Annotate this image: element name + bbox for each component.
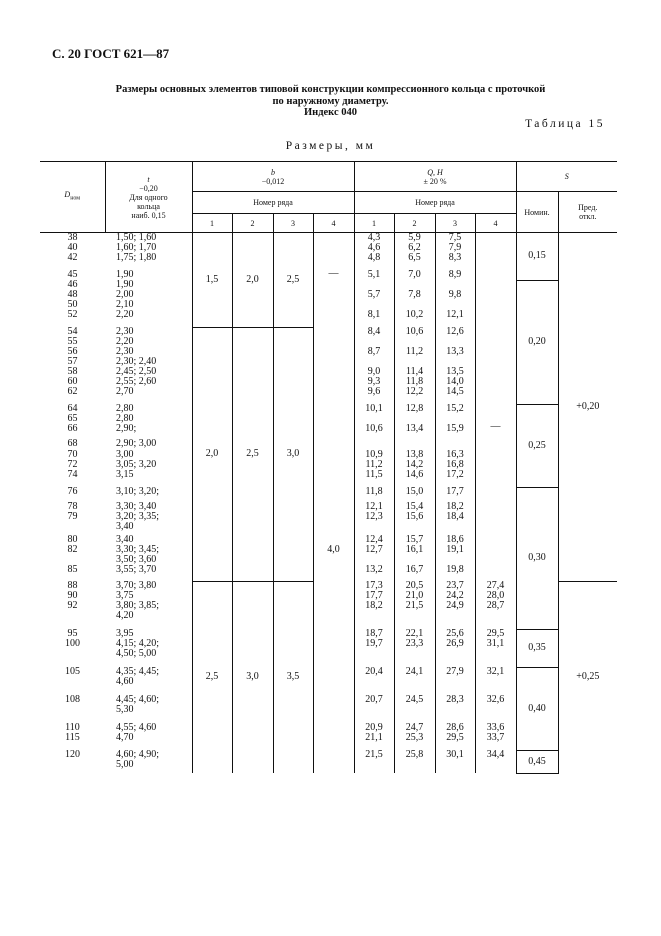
b-b2-cell: 3,0: [232, 581, 273, 773]
q-q4-cell: [475, 677, 516, 695]
q-q2-cell: 11,8: [394, 377, 435, 387]
d-nom-cell: 65: [67, 413, 78, 424]
t-cell: 2,30; 2,40: [105, 357, 192, 367]
q-q1-cell: 12,3: [354, 512, 394, 522]
d-nom-cell: 100: [65, 638, 80, 649]
t-cell: 2,70: [105, 387, 192, 404]
q-q3-cell: 18,2: [435, 502, 475, 512]
q-q3-cell: 8,9: [435, 270, 475, 280]
q-q3-cell: 15,2: [435, 404, 475, 414]
t-cell: 4,60; 4,90;: [105, 750, 192, 760]
d-nom-cell: 79: [67, 511, 78, 522]
q-q2-cell: 24,5: [394, 695, 435, 705]
t-cell: 4,60: [105, 677, 192, 695]
q-q2-cell: 11,4: [394, 367, 435, 377]
t-cell: 1,50; 1,60: [105, 233, 192, 244]
q-q1-cell: 10,1: [354, 404, 394, 414]
q-q3-cell: 8,3: [435, 253, 475, 270]
d-nom-cell: 76: [67, 486, 78, 497]
header-b-row-number: Номер ряда: [192, 192, 354, 214]
s-nom-cell: 0,20: [516, 280, 558, 404]
t-cell: 3,20; 3,35;: [105, 512, 192, 522]
d-nom-cell: 46: [67, 279, 78, 290]
d-nom-cell: 56: [67, 346, 78, 357]
t-cell: 3,75: [105, 591, 192, 601]
t-cell: 2,45; 2,50: [105, 367, 192, 377]
t-cell: 3,30; 3,40: [105, 502, 192, 512]
q-q1-cell: 20,4: [354, 667, 394, 677]
t-cell: 4,45; 4,60;: [105, 695, 192, 705]
s-pred-cell: +0,25: [558, 581, 617, 773]
t-cell: 2,90;: [105, 424, 192, 439]
t-cell: 1,90: [105, 280, 192, 290]
b-b1-cell: 1,5: [192, 233, 232, 328]
q-q3-cell: 30,1: [435, 750, 475, 760]
q-q4-cell: 28,7: [475, 601, 516, 611]
d-nom-cell: 40: [67, 242, 78, 253]
q-q1-cell: [354, 705, 394, 723]
q-q1-cell: 11,2: [354, 460, 394, 470]
t-cell: 3,40: [105, 535, 192, 545]
q-q3-cell: 24,2: [435, 591, 475, 601]
q-q1-cell: 11,5: [354, 470, 394, 487]
d-nom-cell: 50: [67, 299, 78, 310]
d-nom-cell: 45: [67, 269, 78, 280]
t-cell: 1,90: [105, 270, 192, 280]
q-q3-cell: 17,2: [435, 470, 475, 487]
header-q-3: 3: [435, 214, 475, 233]
q-q1-cell: 21,5: [354, 750, 394, 760]
q-q1-cell: 9,3: [354, 377, 394, 387]
d-nom-cell: 95: [67, 628, 78, 639]
q-q2-cell: 12,8: [394, 404, 435, 414]
q-q2-cell: [394, 677, 435, 695]
d-nom-cell: 78: [67, 501, 78, 512]
q-q2-cell: [394, 611, 435, 629]
d-nom-cell: [40, 611, 105, 629]
s-nom-cell: 0,30: [516, 487, 558, 629]
d-nom-cell: 72: [67, 459, 78, 470]
d-nom-cell: 90: [67, 590, 78, 601]
t-cell: 2,55; 2,60: [105, 377, 192, 387]
d-nom-cell: 115: [65, 732, 80, 743]
q-q1-cell: [354, 677, 394, 695]
t-cell: 3,95: [105, 629, 192, 639]
t-cell: 3,70; 3,80: [105, 581, 192, 591]
t-cell: 1,60; 1,70: [105, 243, 192, 253]
b-b2-cell: 2,0: [232, 233, 273, 328]
header-q: Q, Н ± 20 %: [354, 162, 516, 192]
t-cell: 2,00: [105, 290, 192, 300]
q-q3-cell: 26,9: [435, 639, 475, 649]
q-q2-cell: 13,4: [394, 424, 435, 439]
q-q3-cell: [435, 760, 475, 773]
q-q3-cell: [435, 677, 475, 695]
q-q2-cell: 10,2: [394, 310, 435, 327]
d-nom-cell: 108: [65, 694, 80, 705]
t-cell: 3,00: [105, 450, 192, 460]
b-b1-cell: 2,0: [192, 327, 232, 581]
q4-dash-cell: —: [475, 233, 516, 582]
s-nom-cell: 0,15: [516, 233, 558, 281]
q-q4-cell: 29,5: [475, 629, 516, 639]
s-nom-cell: 0,45: [516, 750, 558, 773]
t-cell: 3,50; 3,60: [105, 555, 192, 565]
q-q1-cell: 10,6: [354, 424, 394, 439]
q-q3-cell: 24,9: [435, 601, 475, 611]
q-q2-cell: 20,5: [394, 581, 435, 591]
d-nom-cell: 105: [65, 666, 80, 677]
q-q2-cell: 24,7: [394, 723, 435, 733]
q-q2-cell: 16,7: [394, 565, 435, 581]
q-q4-cell: [475, 760, 516, 773]
q-q2-cell: 21,0: [394, 591, 435, 601]
q-q2-cell: 12,2: [394, 387, 435, 404]
q-q2-cell: 15,0: [394, 487, 435, 502]
header-s-pred: Пред. откл.: [558, 192, 617, 233]
d-nom-cell: 82: [67, 544, 78, 555]
q-q3-cell: 18,4: [435, 512, 475, 522]
sizes-caption: Размеры, мм: [285, 140, 376, 152]
s-pred-cell: +0,20: [558, 233, 617, 582]
t-cell: 2,10: [105, 300, 192, 310]
t-cell: 1,75; 1,80: [105, 253, 192, 270]
t-cell: 3,40: [105, 522, 192, 535]
q-q3-cell: 14,0: [435, 377, 475, 387]
d-nom-cell: 60: [67, 376, 78, 387]
q-q1-cell: 17,3: [354, 581, 394, 591]
q-q3-cell: 16,8: [435, 460, 475, 470]
q-q3-cell: 14,5: [435, 387, 475, 404]
d-nom-cell: [40, 677, 105, 695]
q-q3-cell: [435, 649, 475, 667]
q-q3-cell: 29,5: [435, 733, 475, 750]
q-q3-cell: 18,6: [435, 535, 475, 545]
q-q3-cell: 12,6: [435, 327, 475, 337]
title-line-1: Размеры основных элементов типовой конструкции компрессионного кольца с проточкой: [115, 84, 546, 95]
q-q1-cell: 19,7: [354, 639, 394, 649]
b-b2-cell: 2,5: [232, 327, 273, 581]
q-q2-cell: 14,6: [394, 470, 435, 487]
q-q3-cell: 9,8: [435, 290, 475, 300]
q-q2-cell: 5,9: [394, 233, 435, 244]
q-q1-cell: 12,4: [354, 535, 394, 545]
t-cell: 4,20: [105, 611, 192, 629]
q-q1-cell: 4,8: [354, 253, 394, 270]
header-q-row-number: Номер ряда: [354, 192, 516, 214]
q-q3-cell: 17,7: [435, 487, 475, 502]
q-q3-cell: 7,5: [435, 233, 475, 244]
t-cell: 4,50; 5,00: [105, 649, 192, 667]
header-b-4: 4: [313, 214, 354, 233]
q-q3-cell: 25,6: [435, 629, 475, 639]
header-b-1: 1: [192, 214, 232, 233]
q-q2-cell: 15,6: [394, 512, 435, 522]
q-q1-cell: 5,1: [354, 270, 394, 280]
q-q2-cell: 21,5: [394, 601, 435, 611]
b-b4-cell: 4,0: [313, 327, 354, 773]
d-nom-cell: 55: [67, 336, 78, 347]
q-q2-cell: 25,3: [394, 733, 435, 750]
q-q2-cell: 6,2: [394, 243, 435, 253]
t-cell: 4,70: [105, 733, 192, 750]
t-cell: 3,05; 3,20: [105, 460, 192, 470]
q-q3-cell: 28,3: [435, 695, 475, 705]
b-b1-cell: 2,5: [192, 581, 232, 773]
d-nom-cell: 88: [67, 580, 78, 591]
d-nom-cell: 74: [67, 469, 78, 480]
q-q4-cell: 32,1: [475, 667, 516, 677]
d-nom-cell: 66: [67, 423, 78, 434]
q-q1-cell: 18,2: [354, 601, 394, 611]
d-nom-cell: [40, 649, 105, 667]
q-q3-cell: 16,3: [435, 450, 475, 460]
q-q1-cell: 17,7: [354, 591, 394, 601]
q-q2-cell: 25,8: [394, 750, 435, 760]
t-cell: 4,15; 4,20;: [105, 639, 192, 649]
header-t: t −0,20 Для одного кольца наиб. 0,15: [105, 162, 192, 233]
q-q3-cell: 7,9: [435, 243, 475, 253]
q-q1-cell: 18,7: [354, 629, 394, 639]
t-cell: 2,20: [105, 310, 192, 327]
q-q4-cell: [475, 705, 516, 723]
q-q1-cell: 20,9: [354, 723, 394, 733]
t-cell: 2,80: [105, 414, 192, 424]
t-cell: 2,30: [105, 347, 192, 357]
q-q3-cell: 12,1: [435, 310, 475, 327]
q-q4-cell: 27,4: [475, 581, 516, 591]
title-line-3: Индекс 040: [303, 107, 357, 118]
d-nom-cell: 68: [67, 438, 78, 449]
d-nom-cell: 38: [67, 232, 78, 243]
t-cell: 2,20: [105, 337, 192, 347]
q-q3-cell: 27,9: [435, 667, 475, 677]
b-b3-cell: 3,0: [273, 327, 313, 581]
d-nom-cell: 62: [67, 386, 78, 397]
q-q4-cell: 32,6: [475, 695, 516, 705]
d-nom-cell: 42: [67, 252, 78, 263]
b-b4-cell: —: [313, 233, 354, 328]
header-s-nom: Номин.: [516, 192, 558, 233]
q-q2-cell: 16,1: [394, 545, 435, 555]
q-q4-cell: 34,4: [475, 750, 516, 760]
q-q3-cell: [435, 611, 475, 629]
q-q1-cell: 20,7: [354, 695, 394, 705]
q-q2-cell: 23,3: [394, 639, 435, 649]
d-nom-cell: [40, 705, 105, 723]
q-q3-cell: [435, 705, 475, 723]
b-b3-cell: 3,5: [273, 581, 313, 773]
q-q3-cell: 23,7: [435, 581, 475, 591]
header-q-2: 2: [394, 214, 435, 233]
q-q1-cell: 11,8: [354, 487, 394, 502]
d-nom-cell: 48: [67, 289, 78, 300]
s-nom-cell: 0,40: [516, 667, 558, 750]
t-cell: 2,90; 3,00: [105, 439, 192, 450]
document-title: [0, 84, 661, 119]
s-nom-cell: 0,35: [516, 629, 558, 667]
t-cell: 3,55; 3,70: [105, 565, 192, 581]
q-q3-cell: 28,6: [435, 723, 475, 733]
q-q1-cell: 12,7: [354, 545, 394, 555]
q-q2-cell: [394, 760, 435, 773]
q-q1-cell: 4,6: [354, 243, 394, 253]
dimensions-table: [40, 161, 617, 774]
q-q1-cell: 9,6: [354, 387, 394, 404]
t-cell: 5,30: [105, 705, 192, 723]
d-nom-cell: 80: [67, 534, 78, 545]
t-cell: 2,30: [105, 327, 192, 337]
q-q2-cell: 22,1: [394, 629, 435, 639]
t-cell: 4,35; 4,45;: [105, 667, 192, 677]
q-q4-cell: [475, 649, 516, 667]
q-q1-cell: [354, 649, 394, 667]
d-nom-cell: 57: [67, 356, 78, 367]
q-q4-cell: [475, 611, 516, 629]
q-q1-cell: 10,9: [354, 450, 394, 460]
t-cell: 3,10; 3,20;: [105, 487, 192, 502]
t-cell: 2,80: [105, 404, 192, 414]
q-q2-cell: 14,2: [394, 460, 435, 470]
q-q1-cell: 9,0: [354, 367, 394, 377]
q-q1-cell: 5,7: [354, 290, 394, 300]
q-q2-cell: 7,8: [394, 290, 435, 300]
q-q2-cell: 15,7: [394, 535, 435, 545]
header-q-4: 4: [475, 214, 516, 233]
b-b3-cell: 2,5: [273, 233, 313, 328]
q-q2-cell: 24,1: [394, 667, 435, 677]
q-q2-cell: 11,2: [394, 347, 435, 357]
d-nom-cell: 54: [67, 326, 78, 337]
t-cell: 3,15: [105, 470, 192, 487]
d-nom-cell: 120: [65, 749, 80, 760]
q-q3-cell: 13,3: [435, 347, 475, 357]
q-q4-cell: 33,6: [475, 723, 516, 733]
page-header: С. 20 ГОСТ 621—87: [52, 46, 170, 61]
q-q3-cell: 19,8: [435, 565, 475, 581]
q-q1-cell: 4,3: [354, 233, 394, 244]
q-q2-cell: [394, 705, 435, 723]
q-q1-cell: [354, 760, 394, 773]
q-q2-cell: 10,6: [394, 327, 435, 337]
d-nom-cell: 52: [67, 309, 78, 320]
q-q4-cell: 28,0: [475, 591, 516, 601]
t-cell: 3,80; 3,85;: [105, 601, 192, 611]
d-nom-cell: [40, 760, 105, 773]
d-nom-cell: 110: [65, 722, 80, 733]
header-b: b −0,012: [192, 162, 354, 192]
t-cell: 4,55; 4,60: [105, 723, 192, 733]
q-q4-cell: 33,7: [475, 733, 516, 750]
q-q2-cell: 6,5: [394, 253, 435, 270]
q-q1-cell: [354, 611, 394, 629]
s-nom-cell: 0,25: [516, 404, 558, 487]
q-q1-cell: 21,1: [354, 733, 394, 750]
q-q1-cell: 13,2: [354, 565, 394, 581]
q-q1-cell: 8,7: [354, 347, 394, 357]
q-q2-cell: 13,8: [394, 450, 435, 460]
q-q3-cell: 19,1: [435, 545, 475, 555]
t-cell: 3,30; 3,45;: [105, 545, 192, 555]
d-nom-cell: 85: [67, 564, 78, 575]
q-q2-cell: 7,0: [394, 270, 435, 280]
q-q1-cell: 8,1: [354, 310, 394, 327]
table-number: Таблица 15: [525, 118, 605, 130]
title-line-2: по наружному диаметру.: [272, 95, 389, 107]
header-d-nom: $D_{ном}$: [40, 162, 105, 233]
d-nom-cell: 64: [67, 403, 78, 414]
q-q2-cell: 15,4: [394, 502, 435, 512]
header-b-3: 3: [273, 214, 313, 233]
q-q1-cell: 12,1: [354, 502, 394, 512]
d-nom-cell: 92: [67, 600, 78, 611]
q-q4-cell: 31,1: [475, 639, 516, 649]
q-q3-cell: 15,9: [435, 424, 475, 439]
d-nom-cell: 70: [67, 449, 78, 460]
q-q2-cell: [394, 649, 435, 667]
q-q1-cell: 8,4: [354, 327, 394, 337]
header-s: S: [516, 162, 617, 192]
header-q-1: 1: [354, 214, 394, 233]
q-q3-cell: 13,5: [435, 367, 475, 377]
header-b-2: 2: [232, 214, 273, 233]
t-cell: 5,00: [105, 760, 192, 773]
d-nom-cell: 58: [67, 366, 78, 377]
